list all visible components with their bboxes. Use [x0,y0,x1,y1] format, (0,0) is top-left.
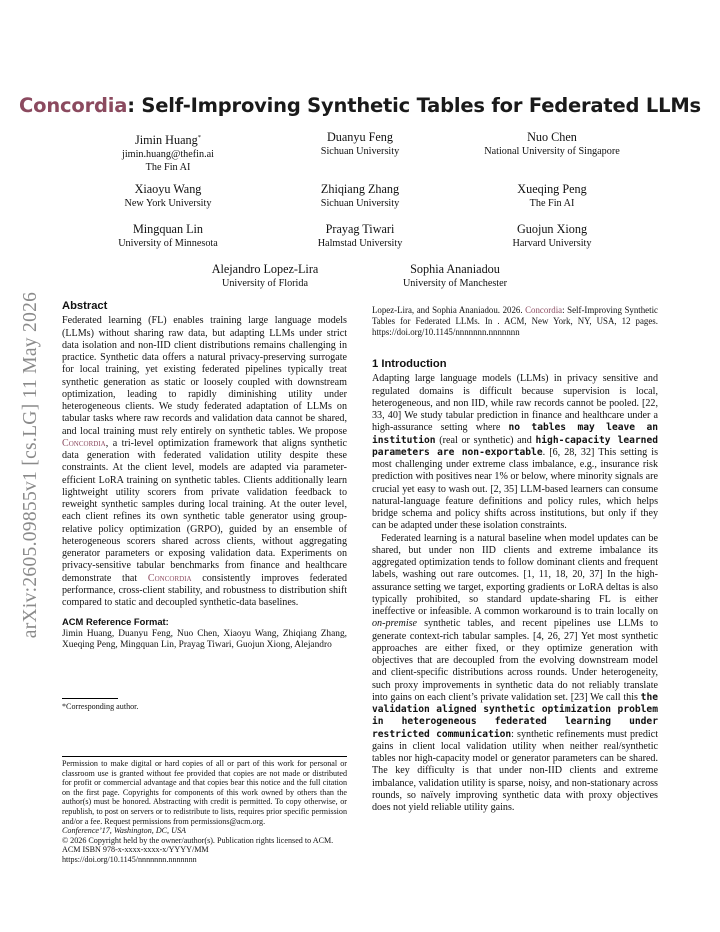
author-name: Duanyu Feng [326,130,393,144]
author-block [380,262,530,290]
author-affiliation: Harvard University [512,238,592,249]
footnote-rule [62,698,118,699]
author-block [292,182,428,210]
section-heading-introduction: 1 Introduction [372,358,447,370]
author-block [484,182,620,210]
author-affiliation: The Fin AI [145,162,191,174]
author-affiliation: National University of Singapore [484,146,620,157]
conference-info: Conference’17, Washington, DC, USA [62,826,186,836]
author-name: Xiaoyu Wang [134,182,202,196]
author-name: Nuo Chen [527,130,577,144]
title-rest: : Self-Improving Synthetic Tables for Federated LLMs [127,94,701,117]
author-affiliation: University of Minnesota [118,238,218,249]
paper-title [0,94,720,117]
title-brand: Concordia [19,94,128,117]
doi-link[interactable]: https://doi.org/10.1145/nnnnnnn.nnnnnnn [62,854,197,864]
author-name: Mingquan Lin [132,222,204,236]
right-column [372,305,658,814]
reference-continued: Lopez-Lira, and Sophia Ananiadou. 2026. Concordia: Self-Improving Synthetic Tables for Federated LLMs. In . ACM, New York, NY, USA, 12 pages. https://doi.org/10.1145/nnnnnnn.nnnnnnn [372,305,658,337]
copyright-line: © 2026 Copyright held by the owner/author(s). Publication rights licensed to ACM. [62,835,334,845]
brand-name: Concordia [147,572,192,584]
author-affiliation: University of Manchester [402,278,508,289]
author-block [190,262,340,290]
author-name: Guojun Xiong [516,222,588,236]
author-block [292,130,428,158]
abstract-heading: Abstract [62,300,108,312]
author-affiliation: Sichuan University [320,198,400,209]
brand-name: Concordia [525,305,563,315]
author-name: Xueqing Peng [517,182,587,196]
author-block [462,130,642,158]
footnote: *Corresponding author. [62,702,139,711]
author-affiliation: Halmstad University [317,238,403,249]
author-block [100,182,236,210]
intro-paragraph: Federated learning is a natural baseline when model updates can be shared, but under non IID clients and extreme imbalance its aggregated optimization tends to follow dominant clients and frequent labels, washing out rare outcomes. [1, 11, 18, 20, 37] In the high-assurance setting we target, exporting gradients or LoRA deltas is also typically prohibited, so standard update-sharing FL is either ineffective or infeasible. A common workaround is to train locally on on-premise synthetic tables, and recent pipelines use LLMs to generate context-rich tabular samples. [4, 26, 27] Yet most synthetic approaches are either fixed, or they optimize generation with objectives that are decoupled from the evolving downstream model and client-specific distributions across rounds. Under heterogeneity, such proxy improvements in synthetic data do not reliably translate into gains on each client’s private validation set. [23] We call this the validation aligned synthetic optimization problem in heterogeneous federated learning under restricted communication: synthetic refinements must predict gains in client local validation utility when neither real/synthetic tables nor high-capacity model or generator parameters can be shared. The key difficulty is that under non-IID clients and extreme imbalance, validation utility is sparse, noisy, and non-stationary across rounds, so naïvely improving synthetic data with proxy objectives does not yield reliable utility gains. [372,532,658,813]
author-affiliation: University of Florida [221,278,309,289]
acm-reference-heading: ACM Reference Format: [62,616,169,628]
author-name: Sophia Ananiadou [410,262,500,276]
permission-block [62,756,347,865]
permission-text: Permission to make digital or hard copies of all or part of this work for personal or classroom use is granted without fee provided that copies are not made or distributed for profit or commercial advantage and that copies bear this notice and the full citation on the first page. Copyrights for components of this work owned by others than the author(s) must be honored. Abstracting with credit is permitted. To copy otherwise, or republish, to post on servers or to redistribute to lists, requires prior specific permission and/or a fee. Request permissions from permissions@acm.org. [62,759,347,826]
abstract-text: Federated learning (FL) enables training large language models (LLMs) without sharing raw data, but adapting LLMs under strict data isolation and non-IID client distributions remains challenging in practice. Synthetic data offers a natural privacy-preserving surrogate for local training, yet existing federated pipelines typically treat synthetic generation as static or loosely coupled with downstream optimization, leading to rapidly diminishing utility under heterogeneous clients. We study federated adaptation of LLMs on tabular tasks where raw records and validation data cannot be shared, and local training must rely entirely on synthetic tables. We propose Concordia, a tri-level optimization framework that aligns synthetic data generation with federated validation utility despite these constraints. At the client level, models are adapted via parameter-efficient LoRA training on synthetic tables. Clients additionally learn lightweight utility scorers from private validation feedback to reweight synthetic samples during local training. At the outer level, each client refines its own synthetic table generator using group-relative policy optimization (GRPO), guided by an ensemble of heterogeneous scorers shared across clients, without aggregating generator parameters or exposing validation data. Experiments on privacy-sensitive tabular benchmarks from finance and healthcare demonstrate that Concordia consistently improves federated performance, cross-client stability, and robustness to distribution shift compared to static and decoupled synthetic-data baselines. [62,315,347,608]
author-affiliation: Sichuan University [320,146,400,157]
corresponding-mark: * [197,134,201,141]
author-email[interactable]: jimin.huang@thefin.ai [122,149,214,161]
author-name: Prayag Tiwari [325,222,395,236]
author-block [96,222,240,250]
isbn-line: ACM ISBN 978-x-xxxx-xxxx-x/YYYY/MM [62,845,209,855]
author-block [292,222,428,250]
abstract-section [62,300,347,652]
arxiv-stamp-text: arXiv:2605.09855v1 [cs.LG] 11 May 2026 [20,291,41,639]
author-name: Jimin Huang* [135,133,201,148]
author-affiliation: New York University [124,198,212,209]
author-name: Alejandro Lopez-Lira [211,262,319,276]
author-block [484,222,620,250]
arxiv-stamp [20,255,42,675]
intro-paragraph: Adapting large language models (LLMs) in privacy sensitive and regulated domains is difficult because supervision is local, heterogeneous, and non IID, while raw records cannot be pooled. [22, 33, 40] We study tabular prediction in finance and healthcare under a high-assurance setting where no tables may leave an institution (real or synthetic) and high-capacity learned parameters are non-exportable. [6, 28, 32] This setting is most challenging under extreme class imbalance, e.g., insurance risk prediction with positives near 1% or below, where minority signals are crucial yet easy to wash out. [2, 35] LLM-based learners can consume natural-language feature definitions and policy rules, which helps bridge schema and policy shifts across institutions, but only if they can be adapted under these isolation constraints. [372,373,659,532]
author-affiliation: The Fin AI [529,198,575,209]
acm-reference-text: Jimin Huang, Duanyu Feng, Nuo Chen, Xiaoyu Wang, Zhiqiang Zhang, Xueqing Peng, Mingquan Lin, Prayag Tiwari, Guojun Xiong, Alejandro [62,628,347,650]
brand-name: Concordia [62,437,106,449]
author-block [100,130,236,174]
author-name: Zhiqiang Zhang [320,182,400,196]
